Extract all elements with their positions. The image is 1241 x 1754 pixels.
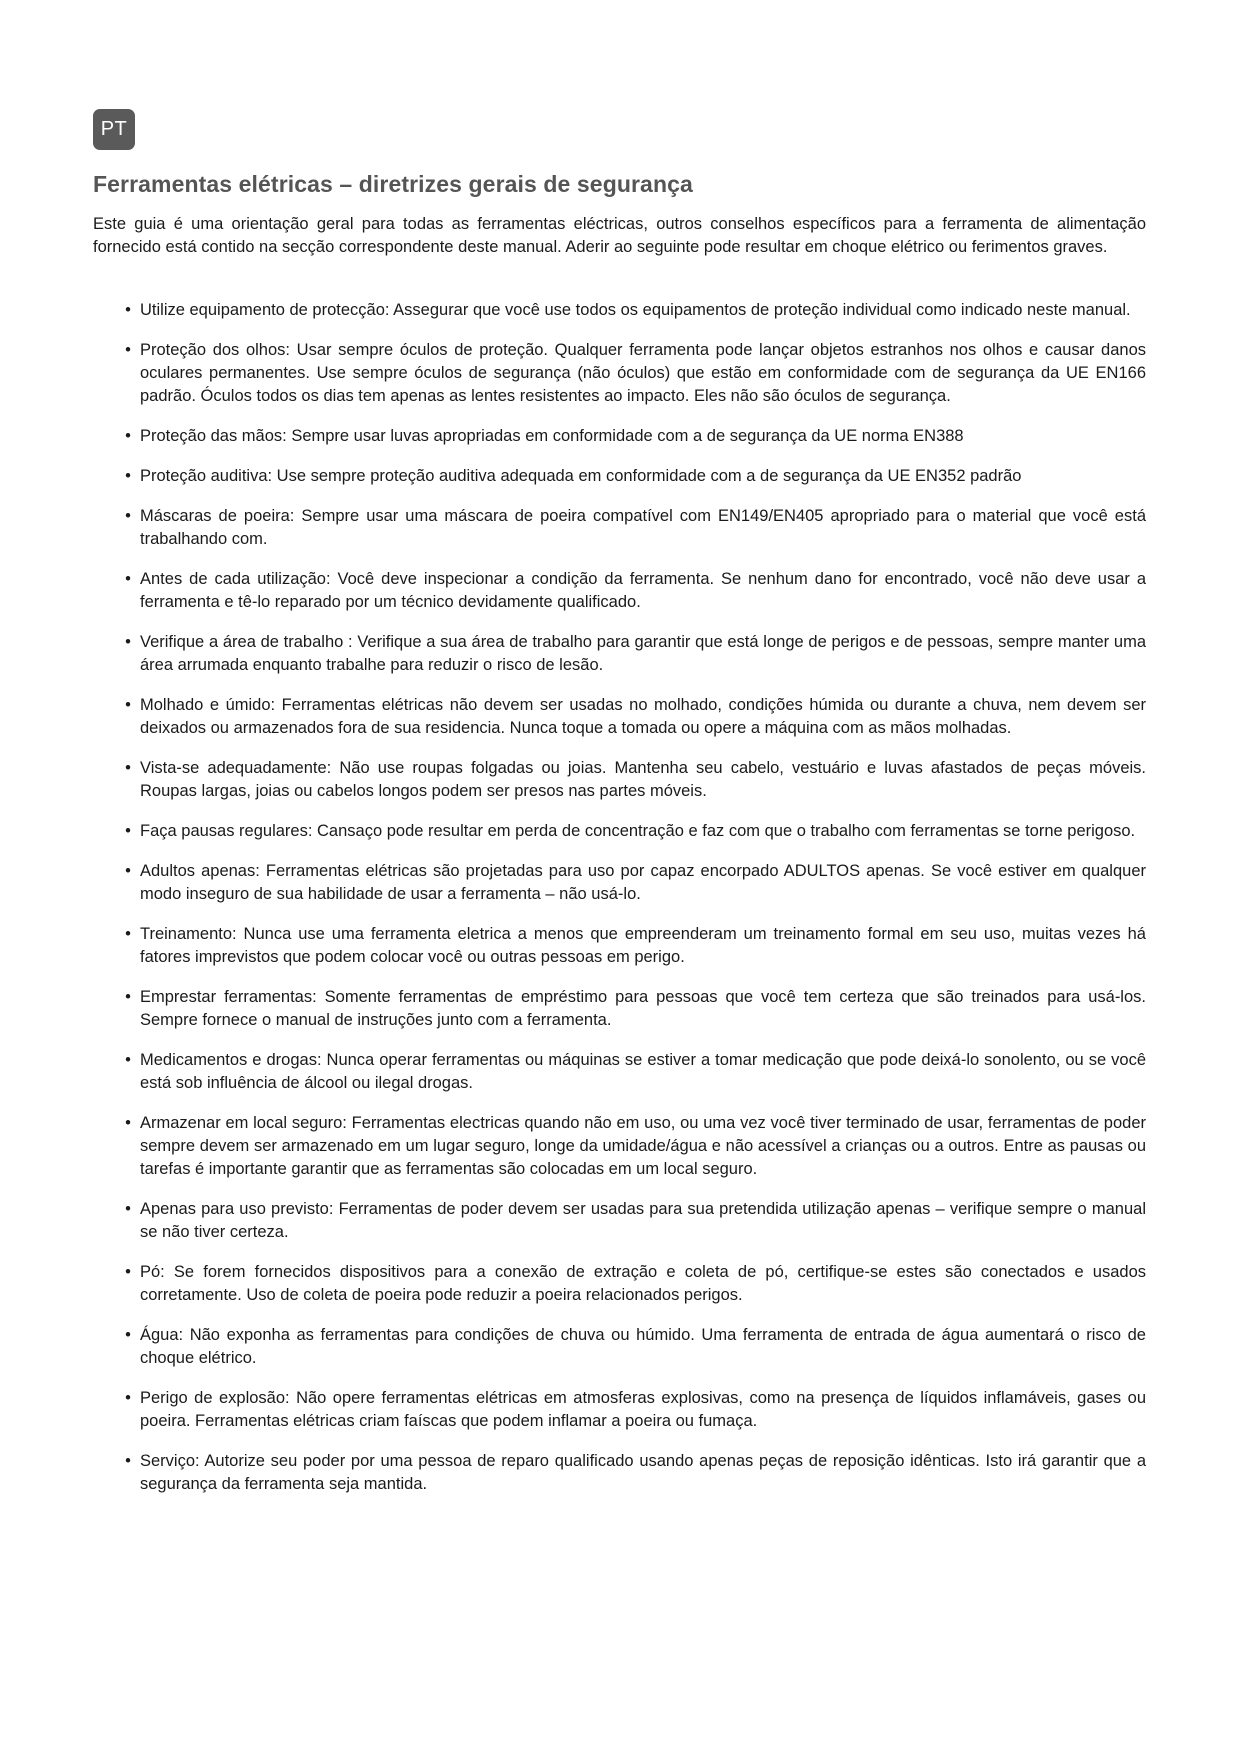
bullet-icon: •	[125, 822, 131, 840]
list-item-text: Faça pausas regulares: Cansaço pode resultar em perda de concentração e faz com que o trabalho com ferramentas se torne perigoso.	[140, 822, 1136, 840]
list-item	[93, 1324, 1146, 1370]
list-item	[93, 505, 1146, 551]
language-badge: PT	[93, 109, 135, 150]
list-item-text: Verifique a área de trabalho : Verifique a sua área de trabalho para garantir que está longe de perigos e de pessoas, sempre manter uma área arrumada enquanto trabalhe para reduzir o risco de lesão.	[140, 633, 1146, 674]
list-item-text: Emprestar ferramentas: Somente ferramentas de empréstimo para pessoas que você tem certeza que são treinados para usá-los. Sempre fornece o manual de instruções junto com a ferramenta.	[140, 988, 1146, 1029]
list-item	[93, 923, 1146, 969]
list-item	[93, 1450, 1146, 1496]
bullet-icon: •	[125, 1114, 131, 1132]
list-item	[93, 694, 1146, 740]
bullet-icon: •	[125, 925, 131, 943]
bullet-icon: •	[125, 301, 131, 319]
list-item	[93, 986, 1146, 1032]
list-item	[93, 1198, 1146, 1244]
bullet-icon: •	[125, 759, 131, 777]
list-item	[93, 1049, 1146, 1095]
bullet-icon: •	[125, 467, 131, 485]
bullet-icon: •	[125, 862, 131, 880]
list-item	[93, 631, 1146, 677]
list-item	[93, 757, 1146, 803]
list-item-text: Apenas para uso previsto: Ferramentas de poder devem ser usadas para sua pretendida utilização apenas – verifique sempre o manual se não tiver certeza.	[140, 1200, 1146, 1241]
list-item	[93, 299, 1146, 322]
safety-list	[93, 299, 1146, 1513]
bullet-icon: •	[125, 427, 131, 445]
list-item	[93, 1387, 1146, 1433]
bullet-icon: •	[125, 1200, 131, 1218]
list-item-text: Medicamentos e drogas: Nunca operar ferramentas ou máquinas se estiver a tomar medicação que pode deixá-lo sonolento, ou se você está sob influência de álcool ou ilegal drogas.	[140, 1051, 1146, 1092]
bullet-icon: •	[125, 1263, 131, 1281]
bullet-icon: •	[125, 341, 131, 359]
list-item-text: Serviço: Autorize seu poder por uma pessoa de reparo qualificado usando apenas peças de reposição idênticas. Isto irá garantir que a segurança da ferramenta seja mantida.	[140, 1452, 1146, 1493]
bullet-icon: •	[125, 633, 131, 651]
list-item	[93, 860, 1146, 906]
bullet-icon: •	[125, 988, 131, 1006]
list-item-text: Treinamento: Nunca use uma ferramenta eletrica a menos que empreenderam um treinamento formal em seu uso, muitas vezes há fatores imprevistos que podem colocar você ou outras pessoas em perigo.	[140, 925, 1146, 966]
list-item-text: Utilize equipamento de protecção: Assegurar que você use todos os equipamentos de proteção individual como indicado neste manual.	[140, 301, 1131, 319]
list-item-text: Adultos apenas: Ferramentas elétricas são projetadas para uso por capaz encorpado ADULTOS apenas. Se você estiver em qualquer modo inseguro de sua habilidade de usar a ferramenta – não usá-lo.	[140, 862, 1146, 903]
list-item	[93, 568, 1146, 614]
bullet-icon: •	[125, 1389, 131, 1407]
list-item-text: Armazenar em local seguro: Ferramentas electricas quando não em uso, ou uma vez você tiver terminado de usar, ferramentas de poder sempre devem ser armazenado em um lugar seguro, longe da umidade/água e não acessível a crianças ou a outros. Entre as pausas ou tarefas é importante garantir que as ferramentas são colocadas em um local seguro.	[140, 1114, 1146, 1178]
list-item	[93, 425, 1146, 448]
list-item-text: Antes de cada utilização: Você deve inspecionar a condição da ferramenta. Se nenhum dano for encontrado, você não deve usar a ferramenta e tê-lo reparado por um técnico devidamente qualificado.	[140, 570, 1146, 611]
page-title: Ferramentas elétricas – diretrizes gerais de segurança	[93, 171, 693, 197]
bullet-icon: •	[125, 1452, 131, 1470]
list-item-text: Perigo de explosão: Não opere ferramentas elétricas em atmosferas explosivas, como na presença de líquidos inflamáveis, gases ou poeira. Ferramentas elétricas criam faíscas que podem inflamar a poeira ou fumaça.	[140, 1389, 1146, 1430]
list-item	[93, 1112, 1146, 1181]
list-item-text: Máscaras de poeira: Sempre usar uma máscara de poeira compatível com EN149/EN405 apropriado para o material que você está trabalhando com.	[140, 507, 1146, 548]
list-item	[93, 820, 1146, 843]
list-item	[93, 339, 1146, 408]
list-item	[93, 465, 1146, 488]
list-item-text: Molhado e úmido: Ferramentas elétricas não devem ser usadas no molhado, condições húmida ou durante a chuva, nem devem ser deixados ou armazenados fora de sua residencia. Nunca toque a tomada ou opere a máquina com as mãos molhadas.	[140, 696, 1146, 737]
list-item	[93, 1261, 1146, 1307]
list-item-text: Água: Não exponha as ferramentas para condições de chuva ou húmido. Uma ferramenta de entrada de água aumentará o risco de choque elétrico.	[140, 1326, 1146, 1367]
intro-paragraph: Este guia é uma orientação geral para todas as ferramentas eléctricas, outros conselhos específicos para a ferramenta de alimentação fornecido está contido na secção correspondente deste manual. Aderir ao seguinte pode resultar em choque elétrico ou ferimentos graves.	[93, 215, 1146, 256]
list-item-text: Proteção dos olhos: Usar sempre óculos de proteção. Qualquer ferramenta pode lançar objetos estranhos nos olhos e causar danos oculares permanentes. Use sempre óculos de segurança (não óculos) que estão em conformidade com de segurança da UE EN166 padrão. Óculos todos os dias tem apenas as lentes resistentes ao impacto. Eles não são óculos de segurança.	[140, 341, 1146, 405]
bullet-icon: •	[125, 696, 131, 714]
bullet-icon: •	[125, 1326, 131, 1344]
bullet-icon: •	[125, 570, 131, 588]
bullet-icon: •	[125, 1051, 131, 1069]
list-item-text: Pó: Se forem fornecidos dispositivos para a conexão de extração e coleta de pó, certifique-se estes são conectados e usados corretamente. Uso de coleta de poeira pode reduzir a poeira relacionados perigos.	[140, 1263, 1146, 1304]
bullet-icon: •	[125, 507, 131, 525]
list-item-text: Proteção das mãos: Sempre usar luvas apropriadas em conformidade com a de segurança da UE norma EN388	[140, 427, 964, 445]
list-item-text: Proteção auditiva: Use sempre proteção auditiva adequada em conformidade com a de segurança da UE EN352 padrão	[140, 467, 1022, 485]
list-item-text: Vista-se adequadamente: Não use roupas folgadas ou joias. Mantenha seu cabelo, vestuário e luvas afastados de peças móveis. Roupas largas, joias ou cabelos longos podem ser presos nas partes móveis.	[140, 759, 1146, 800]
